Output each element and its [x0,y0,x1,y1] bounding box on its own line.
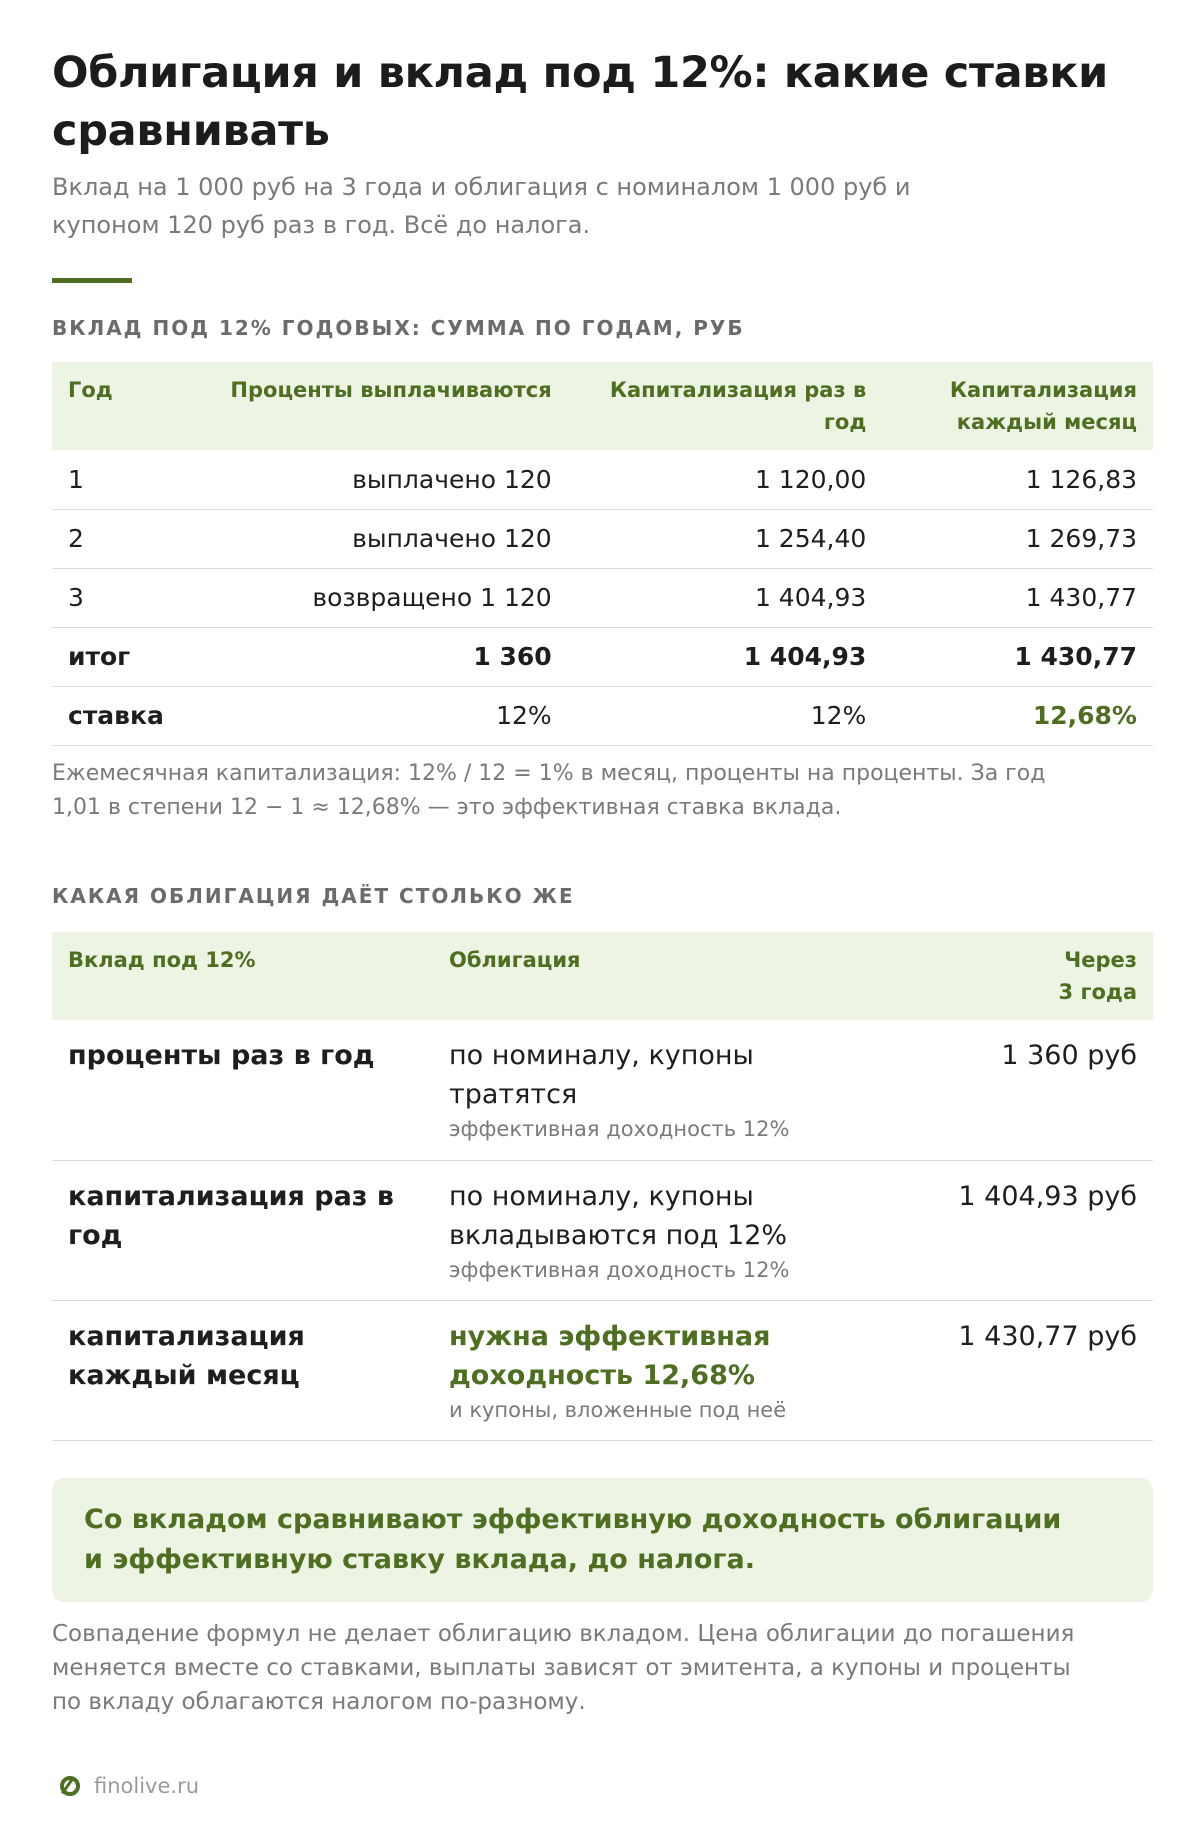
section-label-bond: КАКАЯ ОБЛИГАЦИЯ ДАЁТ СТОЛЬКО ЖЕ [52,884,575,908]
cap-month-cell: 1 126,83 [882,450,1153,509]
brand [60,1774,199,1798]
bond-description: по номиналу, купоны вкладываются под 12% [449,1180,788,1251]
amount-cell: 1 404,93 руб [873,1160,1153,1300]
header-after-label: Через 3 года [1058,948,1137,1004]
header-year: Год [52,362,180,450]
rate-cap-month: 12,68% [882,686,1153,745]
bond-cell [433,1300,873,1440]
bond-cell [433,1020,873,1160]
year-cell: 1 [52,450,180,509]
bond-description: нужна эффективная доходность 12,68% [449,1320,771,1391]
section-label-deposit: ВКЛАД ПОД 12% ГОДОВЫХ: СУММА ПО ГОДАМ, РУБ [52,316,745,340]
header-cap-year: Капитализация раз в год [568,362,883,450]
header-bond: Облигация [433,932,873,1020]
finolive-logo-icon [60,1776,80,1796]
total-label: итог [52,627,180,686]
table-row [52,509,1153,568]
callout-text: Со вкладом сравнивают эффективную доходность облигации и эффективную ставку вклада, до налога. [84,1504,1062,1575]
paid-cell: выплачено 120 [180,509,568,568]
header-paid: Проценты выплачиваются [180,362,568,450]
table-header-row [52,362,1153,450]
key-takeaway-callout [52,1478,1153,1602]
bond-yield-note: и купоны, вложенные под неё [449,1397,787,1422]
total-cap-year: 1 404,93 [568,627,883,686]
rate-cap-year: 12% [568,686,883,745]
accent-divider [52,278,132,283]
brand-name: finolive.ru [94,1774,200,1798]
header-deposit: Вклад под 12% [52,932,433,1020]
disclaimer-note: Совпадение формул не делает облигацию вкладом. Цена облигации до погашения меняется вместе со ставками, выплаты зависят от эмитента, а купоны и проценты по вкладу облагаются налогом по-разному. [52,1621,1075,1715]
deposit-type-cell: проценты раз в год [52,1020,433,1160]
bond-yield-note: эффективная доходность 12% [449,1257,790,1282]
rate-row [52,686,1153,745]
page-subtitle: Вклад на 1 000 руб на 3 года и облигация с номиналом 1 000 руб и купоном 120 руб раз в год. Всё до налога. [52,173,911,239]
cap-month-cell: 1 269,73 [882,509,1153,568]
bond-cell [433,1160,873,1300]
cap-month-cell: 1 430,77 [882,568,1153,627]
deposit-note: Ежемесячная капитализация: 12% / 12 = 1% в месяц, проценты на проценты. За год 1,01 в степени 12 − 1 ≈ 12,68% — это эффективная ставка вклада. [52,761,1046,820]
cap-year-cell: 1 404,93 [568,568,883,627]
page-title: Облигация и вклад под 12%: какие ставки сравнивать [52,48,1108,156]
table-row [52,450,1153,509]
amount-cell: 1 360 руб [873,1020,1153,1160]
total-cap-month: 1 430,77 [882,627,1153,686]
rate-paid: 12% [180,686,568,745]
table-row [52,1020,1153,1160]
year-cell: 2 [52,509,180,568]
cap-year-cell: 1 120,00 [568,450,883,509]
total-paid: 1 360 [180,627,568,686]
deposit-type-cell: капитализация раз в год [52,1160,433,1300]
deposit-table [52,362,1153,746]
header-after [873,932,1153,1020]
rate-label: ставка [52,686,180,745]
table-row [52,568,1153,627]
bond-comparison-table [52,932,1153,1441]
bond-description: по номиналу, купоны тратятся [449,1040,754,1110]
year-cell: 3 [52,568,180,627]
paid-cell: возвращено 1 120 [180,568,568,627]
paid-cell: выплачено 120 [180,450,568,509]
deposit-type-cell: капитализация каждый месяц [52,1300,433,1440]
table-row [52,1160,1153,1300]
header-cap-month: Капитализация каждый месяц [882,362,1153,450]
total-row [52,627,1153,686]
table-row [52,1300,1153,1440]
cap-year-cell: 1 254,40 [568,509,883,568]
amount-cell: 1 430,77 руб [873,1300,1153,1440]
bond-yield-note: эффективная доходность 12% [449,1117,790,1141]
table-header-row [52,932,1153,1020]
